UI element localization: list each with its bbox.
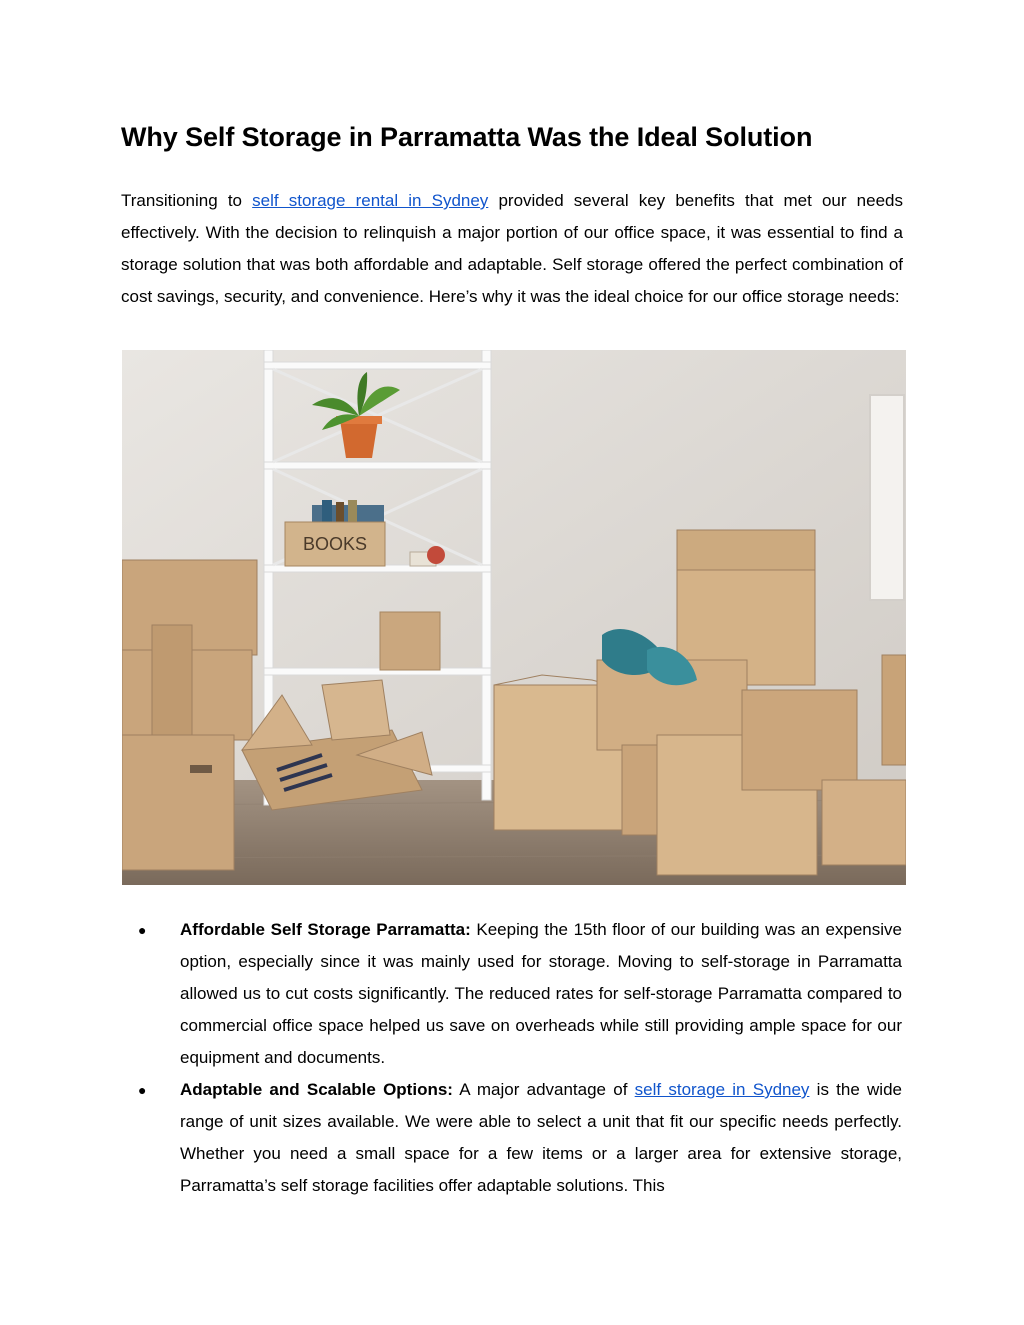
intro-text-after-link: provided several key benefits that met our needs effectively. With the decision to relinquish a major portion of our office space, it was essential to find a storage solution that was both affordable and adaptable. Self storage offered the perfect combination of cost savings, security, and convenience. Here’s why it was the ideal choice for our office storage needs: (121, 191, 903, 306)
page-title: Why Self Storage in Parramatta Was the Ideal Solution (121, 122, 813, 152)
bullet-marker: ● (138, 1082, 147, 1098)
intro-text-before-link: Transitioning to (121, 191, 253, 210)
bullet-text-after-link: is the wide range of unit sizes available. We were able to select a unit that fit our specific needs perfectly. Whether you need a small space for a few items or a larger area for extensive storage, Parramatta’s self storage facilities offer adaptable solutions. This (180, 1080, 902, 1195)
list-item (0, 1074, 902, 1202)
intro-paragraph (121, 185, 903, 313)
books-box-label: BOOKS (302, 534, 368, 554)
self-storage-rental-sydney-link[interactable]: self storage rental in Sydney (252, 191, 489, 210)
bullet-text-before-link: A major advantage of (452, 1080, 635, 1099)
bullet-title: Affordable Self Storage Parramatta: (180, 920, 471, 939)
list-item (0, 914, 902, 1074)
bullet-text: Keeping the 15th floor of our building was an expensive option, especially since it was mainly used for storage. Moving to self-storage in Parramatta allowed us to cut costs significantly. The reduced rates for self-storage Parramatta compared to commercial office space helped us save on overheads while still providing ample space for our equipment and documents. (180, 920, 902, 1067)
benefits-list (0, 914, 1024, 1202)
small-box-on-shelf (380, 612, 440, 670)
bullet-marker: ● (138, 922, 147, 938)
self-storage-sydney-link[interactable]: self storage in Sydney (634, 1080, 810, 1099)
storage-boxes-photo (122, 350, 906, 885)
bullet-title: Adaptable and Scalable Options: (180, 1080, 453, 1099)
